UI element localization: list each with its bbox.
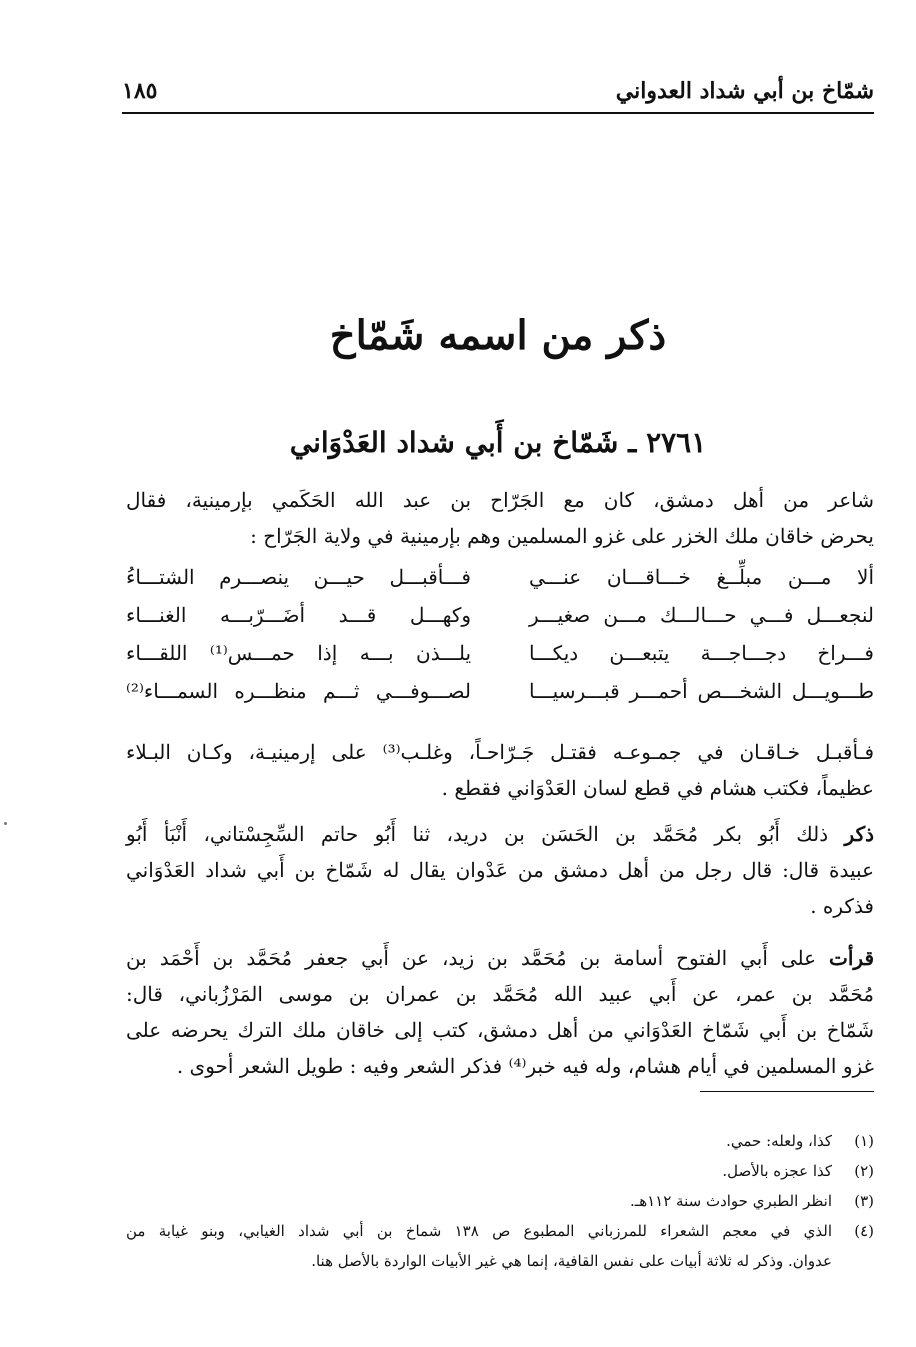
verse-second-hemistich: فـــأقبـــل حيـــن ينصـــرم الشتـــاءُ — [126, 565, 471, 589]
verse-second-hemistich: يلـــذن بـــه إذا حمـــس⁽¹⁾ اللقـــاء — [126, 641, 472, 665]
poem — [126, 558, 874, 710]
footnote-text — [126, 1216, 832, 1276]
footnote-line: الذي في معجم الشعراء للمرزباني المطبوع ص ١٣٨ شماخ بن أبي شداد الغيابي، وبنو غيابة من — [126, 1222, 832, 1240]
footnote-rule — [700, 1091, 874, 1092]
running-head — [122, 78, 874, 110]
text-line: شاعر من أهل دمشق، كان مع الجَرّاح بن عبد الله الحَكَمي بإرمينية، فقال — [126, 488, 874, 512]
text-line: يحرض خاقان ملك الخزر على غزو المسلمين وهم بإرمينية في ولاية الجَرّاح : — [250, 524, 874, 548]
paragraph-intro — [126, 482, 874, 554]
verse-line — [126, 672, 874, 710]
header-rule — [122, 112, 874, 114]
footnote-number: (٣) — [854, 1192, 874, 1210]
footnote — [126, 1216, 874, 1276]
paragraph-aftermath — [126, 734, 874, 806]
text-line — [126, 816, 874, 852]
footnote-text: كذا، ولعله: حمي. — [726, 1132, 832, 1150]
paragraph-lead-word: ذكر — [844, 822, 874, 846]
footnote-text: انظر الطبري حوادث سنة ١١٢هـ. — [630, 1192, 832, 1210]
text-span: على أَبي الفتوح أسامة بن مُحَمَّد بن زيد، عن أَبي جعفر مُحَمَّد بن أَحْمَد بن — [126, 946, 817, 970]
footnote-number: (١) — [854, 1132, 874, 1150]
footnotes — [126, 1126, 874, 1276]
verse-first-hemistich: ألا مـــن مبلِّــغ خـــاقـــان عنـــي — [529, 565, 874, 589]
footnote — [126, 1126, 874, 1156]
section-title: ذكر من اسمه شَمّاخ — [329, 312, 667, 359]
verse-first-hemistich: طـــويـــل الشخـــص أحمـــر قبـــرسيـــا — [529, 679, 874, 703]
verse-first-hemistich: فـــراخ دجـــاجـــة يتبعـــن ديكـــا — [529, 641, 874, 665]
footnote-number: (٢) — [854, 1162, 874, 1180]
footnote-number: (٤) — [854, 1222, 874, 1240]
footnote-text: كذا عجزه بالأصل. — [722, 1162, 832, 1180]
footnote-line: عدوان. وذكر له ثلاثة أبيات على نفس القافية، إنما هي غير الأبيات الواردة بالأصل هنا. — [311, 1252, 832, 1270]
text-line: عظيماً، فكتب هشام في قطع لسان العَدْوَاني فقطع . — [441, 776, 874, 800]
entry-title: ٢٧٦١ ـ شَمّاخ بن أَبي شداد العَدْوَاني — [289, 426, 707, 459]
text-line: فذكره . — [810, 894, 874, 918]
text-span: ذلك أَبُو بكر مُحَمَّد بن الحَسَن بن دريد، ثنا أَبُو حاتم السِّجِسْتاني، أَنْبَأ أَبُو — [126, 822, 829, 846]
text-line: عبيدة قال: قال رجل من أهل دمشق من عَدْوان يقال له شَمّاخ بن أَبي شداد العَدْوَاني — [126, 858, 874, 882]
page-number: ١٨٥ — [122, 78, 158, 104]
verse-line — [126, 596, 874, 634]
verse-second-hemistich: لصـــوفـــي ثـــم منظـــره السمـــاء⁽²⁾ — [126, 679, 471, 703]
text-line: شَمّاخ بن أَبي شَمّاخ العَدْوَاني من أهل دمشق، كتب إلى خاقان ملك الترك يحرضه على — [126, 1018, 874, 1042]
verse-line — [126, 634, 874, 672]
paragraph-qara-tu — [126, 940, 874, 1084]
text-line: مُحَمَّد بن عمر، عن أَبي عبيد الله مُحَمَّد بن عمران بن موسى المَرْزُباني، قال: — [126, 982, 874, 1006]
paragraph-lead-word: قرأت — [829, 946, 875, 970]
footnote — [126, 1186, 874, 1216]
text-line — [126, 940, 874, 976]
verse-first-hemistich: لنجعـــل فـــي حـــالـــك مـــن صغيـــر — [529, 603, 874, 627]
running-head-title: شمّاخ بن أبي شداد العدواني — [615, 78, 874, 104]
verse-second-hemistich: وكهـــل قـــد أضَـــرّبـــه الغنـــاء — [126, 603, 471, 627]
verse-line — [126, 558, 874, 596]
text-line: فـأقبـل خـاقـان في جمـوعـه فقتـل جَـرّاحـاً، وغلـب⁽³⁾ على إرمينيـة، وكـان البـلاء — [126, 740, 875, 764]
scan-speck — [4, 822, 7, 825]
footnote — [126, 1156, 874, 1186]
paragraph-dhakar — [126, 816, 874, 924]
text-line: غزو المسلمين في أيام هشام، وله فيه خبر⁽⁴⁾ فذكر الشعر وفيه : طويل الشعر أحوى . — [176, 1054, 874, 1078]
